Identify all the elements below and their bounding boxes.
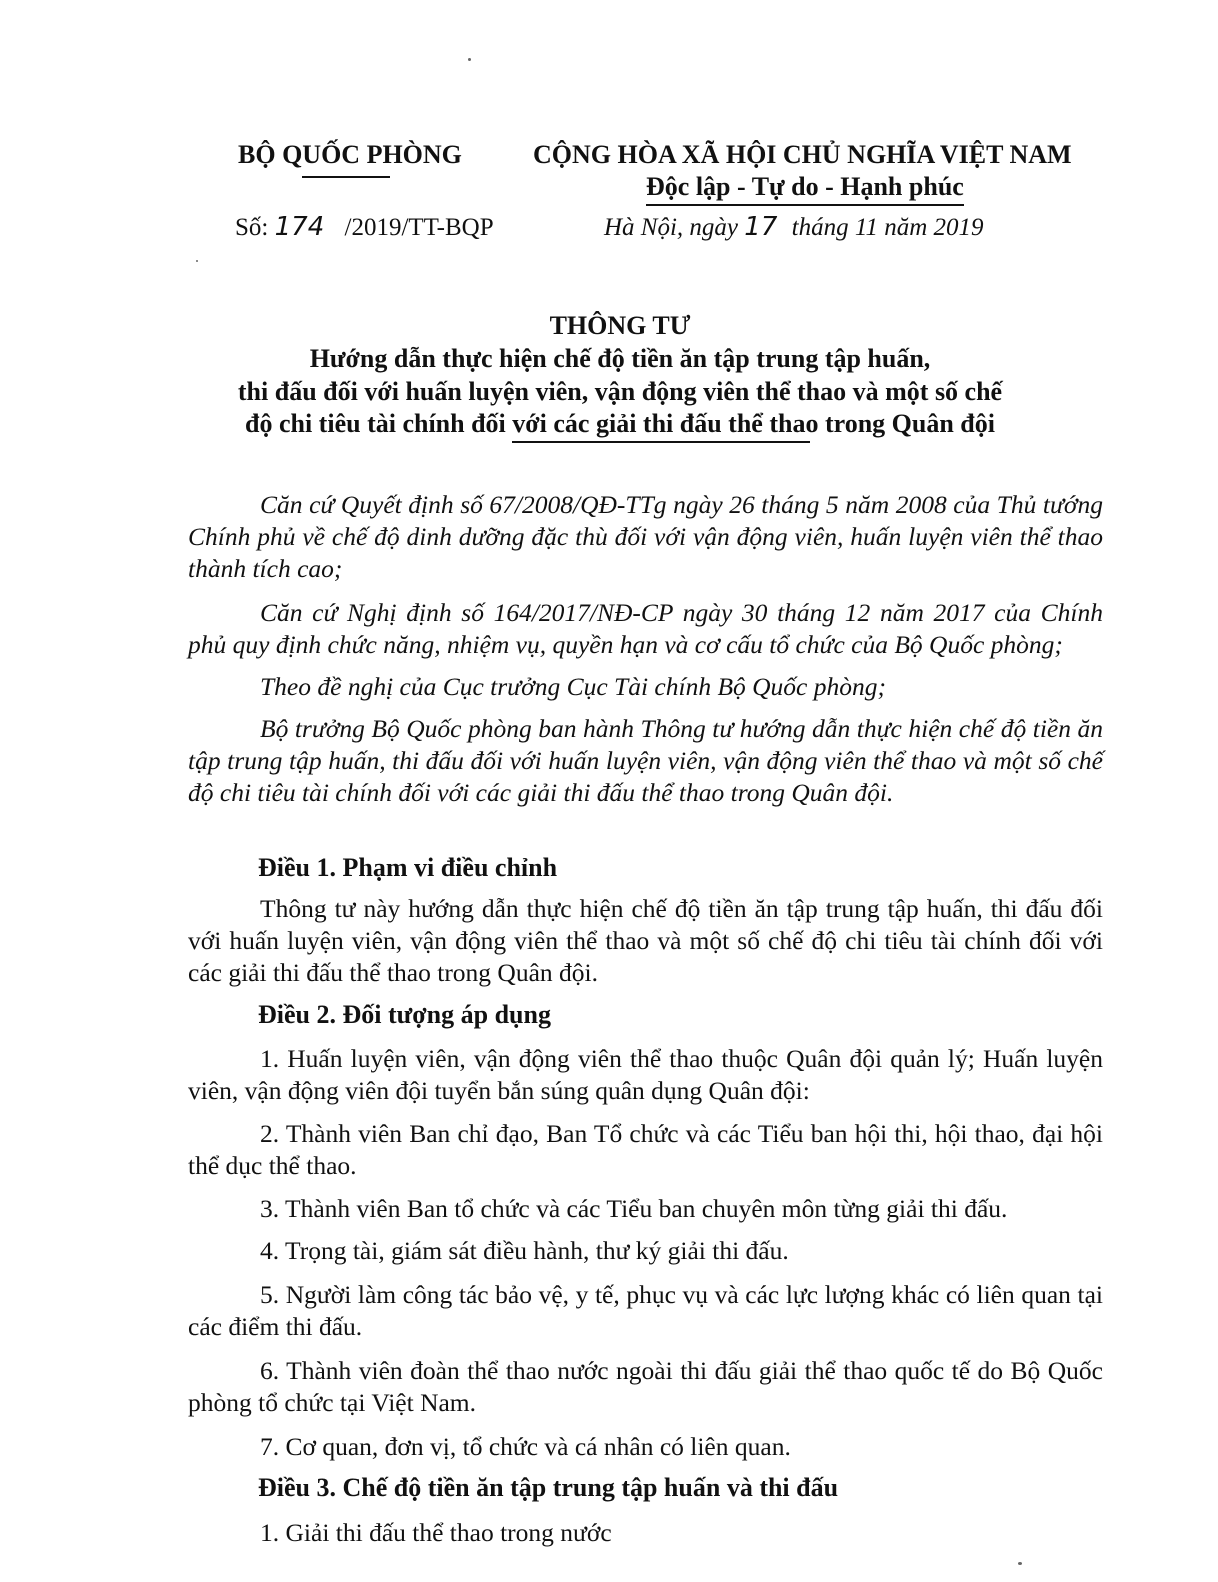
ministry-name: BỘ QUỐC PHÒNG: [238, 140, 462, 169]
ministry-underline: [302, 176, 390, 178]
scan-speck: [468, 58, 471, 61]
article-2-item-7: 7. Cơ quan, đơn vị, tổ chức và cá nhân có liên quan.: [260, 1432, 791, 1461]
preamble-enactment: Bộ trưởng Bộ Quốc phòng ban hành Thông tư hướng dẫn thực hiện chế độ tiền ăn tập trung tập huấn, thi đấu đối với huấn luyện viên, vận động viên thể thao và một số chế độ chi tiêu tài chính đối với các giải thi đấu thể thao trong Quân đội.: [188, 714, 1103, 807]
article-2-item-5: 5. Người làm công tác bảo vệ, y tế, phục vụ và các lực lượng khác có liên quan tại các điểm thi đấu.: [188, 1280, 1103, 1341]
date-suffix: tháng 11 năm 2019: [791, 214, 984, 241]
issue-date: [604, 212, 984, 242]
preamble-proposal: Theo đề nghị của Cục trưởng Cục Tài chính Bộ Quốc phòng;: [260, 672, 886, 701]
article-2-item-3: 3. Thành viên Ban tổ chức và các Tiểu ban chuyên môn từng giải thi đấu.: [260, 1194, 1008, 1223]
motto-underline: [646, 204, 964, 206]
republic-name: CỘNG HÒA XÃ HỘI CHỦ NGHĨA VIỆT NAM: [533, 140, 1072, 169]
title-underline: [512, 441, 810, 443]
number-prefix: Số:: [235, 214, 269, 241]
article-2-item-1: 1. Huấn luyện viên, vận động viên thể thao thuộc Quân đội quản lý; Huấn luyện viên, vận động viên đội tuyển bắn súng quân dụng Quân đội:: [188, 1044, 1103, 1105]
scan-speck: [196, 260, 198, 262]
preamble-basis-1: Căn cứ Quyết định số 67/2008/QĐ-TTg ngày 26 tháng 5 năm 2008 của Thủ tướng Chính phủ về chế độ dinh dưỡng đặc thù đối với vận động viên, huấn luyện viên thể thao thành tích cao;: [188, 490, 1103, 583]
article-2-item-6: 6. Thành viên đoàn thể thao nước ngoài thi đấu giải thể thao quốc tế do Bộ Quốc phòng tổ chức tại Việt Nam.: [188, 1356, 1103, 1417]
title-line-1: Hướng dẫn thực hiện chế độ tiền ăn tập trung tập huấn,: [309, 344, 931, 373]
title-line-3: độ chi tiêu tài chính đối với các giải thi đấu thể thao trong Quân đội: [245, 409, 995, 438]
article-1-heading: Điều 1. Phạm vi điều chỉnh: [258, 853, 558, 882]
number-suffix: /2019/TT-BQP: [344, 214, 494, 241]
document-type-title: THÔNG TƯ: [549, 311, 691, 340]
article-2-item-2: 2. Thành viên Ban chỉ đạo, Ban Tổ chức và các Tiểu ban hội thi, hội thao, đại hội thể dục thể thao.: [188, 1119, 1103, 1180]
handwritten-number: 174: [274, 212, 325, 242]
national-motto: Độc lập - Tự do - Hạnh phúc: [646, 172, 964, 201]
article-1-text: Thông tư này hướng dẫn thực hiện chế độ tiền ăn tập trung tập huấn, thi đấu đối với huấn luyện viên, vận động viên thể thao và một số chế độ chi tiêu tài chính đối với các giải thi đấu thể thao trong Quân đội.: [188, 894, 1103, 987]
article-2-item-4: 4. Trọng tài, giám sát điều hành, thư ký giải thi đấu.: [260, 1236, 789, 1265]
document-number: [235, 212, 494, 242]
handwritten-day: 17: [744, 212, 778, 242]
date-prefix: Hà Nội, ngày: [604, 214, 739, 241]
scan-speck: [1018, 1562, 1022, 1565]
preamble-basis-2: Căn cứ Nghị định số 164/2017/NĐ-CP ngày 30 tháng 12 năm 2017 của Chính phủ quy định chức năng, nhiệm vụ, quyền hạn và cơ cấu tổ chức của Bộ Quốc phòng;: [188, 598, 1103, 659]
title-line-2: thi đấu đối với huấn luyện viên, vận động viên thể thao và một số chế: [237, 377, 1003, 406]
article-3-heading: Điều 3. Chế độ tiền ăn tập trung tập huấn và thi đấu: [258, 1473, 839, 1502]
article-2-heading: Điều 2. Đối tượng áp dụng: [258, 1000, 551, 1029]
article-3-item-1: 1. Giải thi đấu thể thao trong nước: [260, 1518, 612, 1547]
